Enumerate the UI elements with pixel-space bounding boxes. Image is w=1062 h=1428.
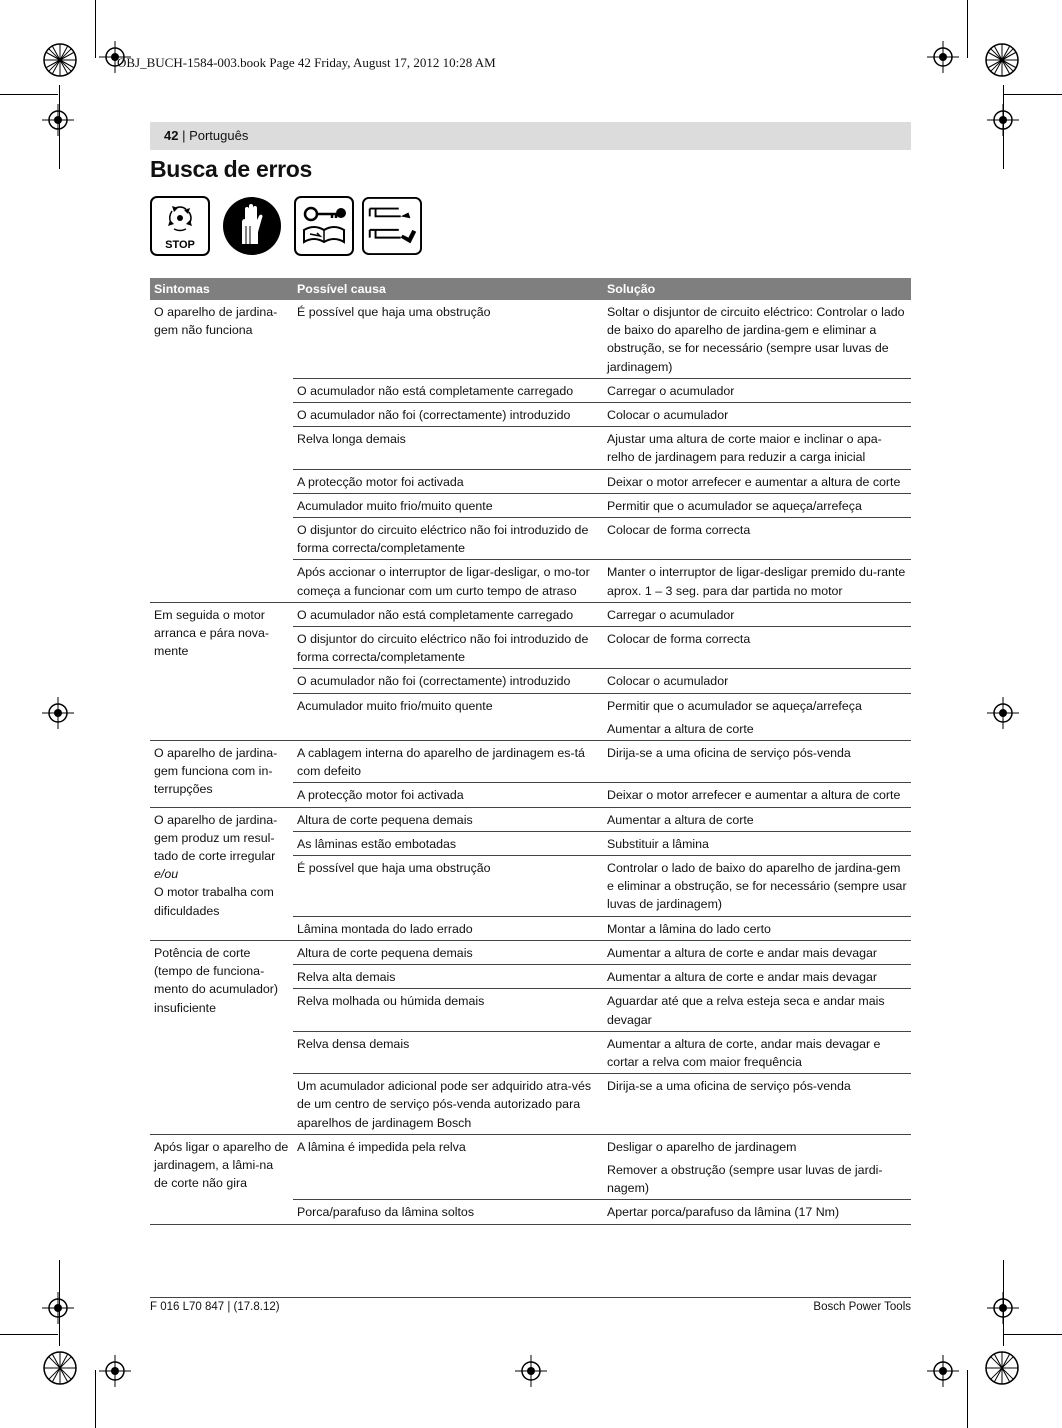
solution-cell: Substituir a lâmina	[603, 831, 911, 855]
solution-cell: Permitir que o acumulador se aqueça/arrefeça	[603, 493, 911, 517]
crosshair-target-icon	[927, 41, 959, 73]
cause-cell: Porca/parafuso da lâmina soltos	[293, 1200, 603, 1224]
solution-cell: Colocar o acumulador	[603, 403, 911, 427]
footer-brand: Bosch Power Tools	[813, 1301, 911, 1313]
cause-cell: Relva longa demais	[293, 427, 603, 469]
cause-cell: O acumulador não está completamente carregado	[293, 602, 603, 626]
cause-cell: Lâmina montada do lado errado	[293, 916, 603, 940]
crosshair-target-icon	[42, 104, 74, 136]
table-row	[150, 807, 911, 831]
crosshair-target-icon	[515, 1355, 547, 1387]
crosshair-target-icon	[987, 1292, 1019, 1324]
cause-cell: O acumulador não foi (correctamente) introduzido	[293, 669, 603, 693]
crosshair-target-icon	[987, 697, 1019, 729]
page-number: 42	[164, 128, 179, 143]
crop-mark	[0, 1334, 58, 1335]
page-header	[150, 122, 911, 150]
cause-cell: O disjuntor do circuito eléctrico não foi introduzido de forma correcta/completamente	[293, 518, 603, 560]
cause-cell: Relva molhada ou húmida demais	[293, 989, 603, 1031]
cause-cell: Acumulador muito frio/muito quente	[293, 693, 603, 740]
solution-cell: Colocar de forma correcta	[603, 518, 911, 560]
crop-mark	[1004, 94, 1062, 95]
print-slug: OBJ_BUCH-1584-003.book Page 42 Friday, August 17, 2012 10:28 AM	[117, 55, 496, 70]
solution-cell: Apertar porca/parafuso da lâmina (17 Nm)	[603, 1200, 911, 1224]
gloves-icon	[222, 196, 282, 256]
solution-cell: Aumentar a altura de corte, andar mais devagar e cortar a relva com maior frequência	[603, 1031, 911, 1073]
cause-cell: Altura de corte pequena demais	[293, 807, 603, 831]
cause-cell: O acumulador não foi (correctamente) introduzido	[293, 403, 603, 427]
crop-mark	[967, 1370, 968, 1428]
solution-cell: Deixar o motor arrefecer e aumentar a altura de corte	[603, 469, 911, 493]
crosshair-target-icon	[99, 1355, 131, 1387]
registration-wheel-icon	[42, 1350, 78, 1386]
cause-cell: Relva densa demais	[293, 1031, 603, 1073]
cause-cell: A protecção motor foi activada	[293, 469, 603, 493]
column-header-solution: Solução	[603, 278, 911, 300]
crop-mark	[95, 0, 96, 58]
solution-cell: Desligar o aparelho de jardinagem	[607, 1139, 797, 1154]
solution-cell: Aumentar a altura de corte	[603, 717, 911, 741]
table-row	[150, 940, 911, 964]
solution-cell: Soltar o disjuntor de circuito eléctrico: Controlar o lado de baixo do aparelho de jardina-gem e eliminar a obstrução, se for necessário (sempre usar luvas de jardinagem)	[603, 300, 911, 378]
cause-cell: A protecção motor foi activada	[293, 783, 603, 807]
crop-mark	[1004, 1334, 1062, 1335]
symptom-cell: Potência de corte (tempo de funciona-mento do acumulador) insuficiente	[150, 940, 293, 1134]
solution-cell: Manter o interruptor de ligar-desligar premido du-rante aprox. 1 – 3 seg. para dar partida no motor	[603, 560, 911, 602]
cause-cell: O acumulador não está completamente carregado	[293, 378, 603, 402]
cause-cell: É possível que haja uma obstrução	[293, 856, 603, 917]
crosshair-target-icon	[42, 697, 74, 729]
symptom-cell: Em seguida o motor arranca e pára nova-mente	[150, 602, 293, 740]
registration-wheel-icon	[984, 1350, 1020, 1386]
crosshair-target-icon	[927, 1355, 959, 1387]
solution-cell: Remover a obstrução (sempre usar luvas de jardi-nagem)	[603, 1158, 911, 1200]
footer-divider	[150, 1297, 911, 1298]
cause-cell: A lâmina é impedida pela relva	[293, 1134, 603, 1200]
crop-mark	[0, 94, 58, 95]
header-language: Português	[189, 128, 249, 143]
cause-cell: É possível que haja uma obstrução	[293, 300, 603, 378]
solution-cell: Montar a lâmina do lado certo	[603, 916, 911, 940]
key-manual-icon	[294, 196, 354, 256]
solution-cell: Dirija-se a uma oficina de serviço pós-venda	[603, 741, 911, 783]
cause-cell: Um acumulador adicional pode ser adquirido atra-vés de um centro de serviço pós-venda autorizado para aparelhos de jardinagem Bosch	[293, 1074, 603, 1135]
solution-cell: Dirija-se a uma oficina de serviço pós-venda	[603, 1074, 911, 1135]
cause-cell: As lâminas estão embotadas	[293, 831, 603, 855]
crop-mark	[95, 1370, 96, 1428]
settings-icon	[362, 196, 422, 256]
footer-doc-code: F 016 L70 847 | (17.8.12)	[150, 1301, 280, 1313]
solution-cell: Colocar de forma correcta	[603, 627, 911, 669]
symptom-cell	[150, 807, 293, 940]
symptom-cell: Após ligar o aparelho de jardinagem, a lâmi-na de corte não gira	[150, 1134, 293, 1224]
table-row	[150, 741, 911, 783]
page-title: Busca de erros	[150, 156, 312, 182]
solution-cell: Permitir que o acumulador se aqueça/arrefeça	[607, 698, 862, 713]
solution-cell: Carregar o acumulador	[603, 378, 911, 402]
symptom-conjunction: e/ou	[154, 867, 179, 882]
cause-cell: Acumulador muito frio/muito quente	[293, 493, 603, 517]
solution-cell: Controlar o lado de baixo do aparelho de jardina-gem e eliminar a obstrução, se for necessário (sempre usar luvas de jardinagem)	[603, 856, 911, 917]
troubleshooting-table	[150, 278, 911, 1225]
registration-wheel-icon	[984, 42, 1020, 78]
cause-cell: Altura de corte pequena demais	[293, 940, 603, 964]
solution-cell: Aumentar a altura de corte e andar mais devagar	[603, 940, 911, 964]
crop-mark	[967, 0, 968, 58]
table-row	[150, 602, 911, 626]
page-header-text	[164, 128, 248, 143]
column-header-symptoms: Sintomas	[150, 278, 293, 300]
table-header-row	[150, 278, 911, 300]
table-row	[150, 1134, 911, 1158]
cause-cell: O disjuntor do circuito eléctrico não foi introduzido de forma correcta/completamente	[293, 627, 603, 669]
solution-cell: Ajustar uma altura de corte maior e inclinar o apa-relho de jardinagem para reduzir a carga inicial	[603, 427, 911, 469]
header-separator: |	[178, 128, 190, 143]
solution-cell: Carregar o acumulador	[603, 602, 911, 626]
crosshair-target-icon	[42, 1292, 74, 1324]
symptom-cell: O aparelho de jardina-gem não funciona	[150, 300, 293, 602]
stop-icon	[150, 196, 210, 256]
crosshair-target-icon	[987, 104, 1019, 136]
stop-label: STOP	[165, 239, 195, 251]
solution-cell: Aumentar a altura de corte e andar mais devagar	[603, 965, 911, 989]
cause-cell: A cablagem interna do aparelho de jardinagem es-tá com defeito	[293, 741, 603, 783]
column-header-cause: Possível causa	[293, 278, 603, 300]
solution-cell: Deixar o motor arrefecer e aumentar a altura de corte	[603, 783, 911, 807]
symptom-cell: O aparelho de jardina-gem funciona com in-terrupções	[150, 741, 293, 808]
solution-cell: Colocar o acumulador	[603, 669, 911, 693]
registration-wheel-icon	[42, 42, 78, 78]
symptom-text: O aparelho de jardina-gem produz um resul-tado de corte irregular	[154, 812, 278, 864]
solution-cell: Aumentar a altura de corte	[603, 807, 911, 831]
solution-cell: Aguardar até que a relva esteja seca e andar mais devagar	[603, 989, 911, 1031]
cause-cell: Após accionar o interruptor de ligar-desligar, o mo-tor começa a funcionar com um curto tempo de atraso	[293, 560, 603, 602]
table-row	[150, 300, 911, 378]
symptom-text-b: O motor trabalha com dificuldades	[154, 885, 274, 918]
cause-cell: Relva alta demais	[293, 965, 603, 989]
